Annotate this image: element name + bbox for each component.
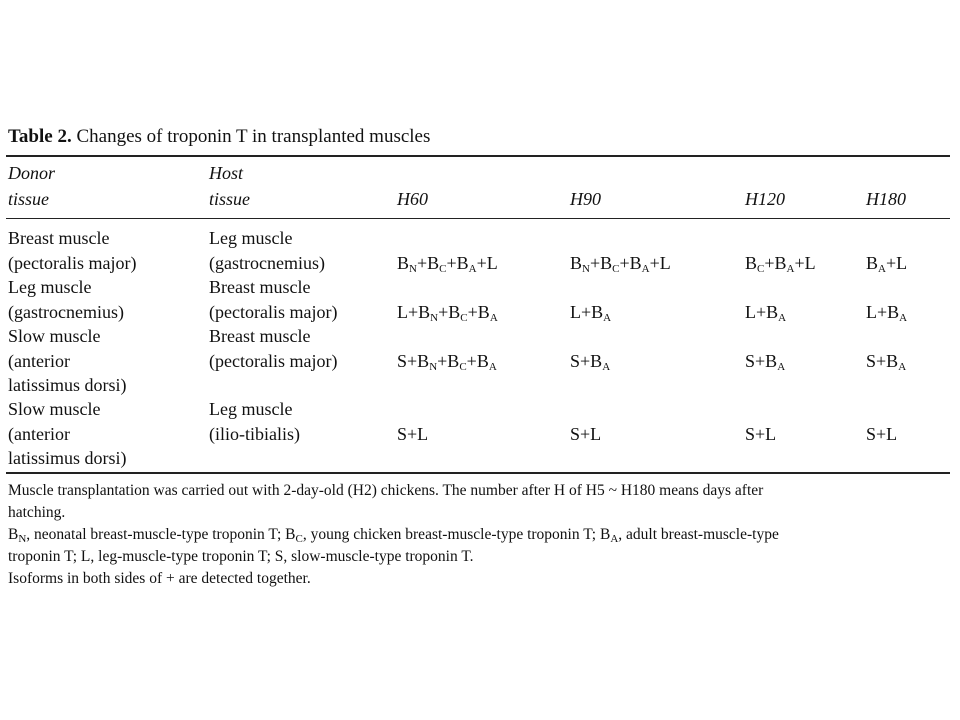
h60-cell: S+L	[397, 423, 429, 444]
donor-tissue-cell: Breast muscle	[8, 228, 110, 248]
h60-cell: $S+B_N+B_C+B_A$	[397, 350, 497, 373]
donor-tissue-cell: Slow muscle	[8, 399, 101, 419]
table-number: Table 2.	[8, 126, 72, 147]
header-host-line2: tissue	[209, 189, 251, 209]
donor-tissue-cell: (pectoralis major)	[8, 252, 137, 273]
header-donor-line1: Donor	[8, 163, 56, 183]
h90-cell: $S+B_A$	[570, 350, 611, 373]
h120-cell: S+L	[745, 423, 777, 444]
footnote-line: hatching.	[8, 504, 66, 521]
h90-cell: $B_N+B_C+B_A+L$	[570, 252, 671, 275]
h120-cell: $L+B_A$	[745, 301, 787, 324]
footnote-line: $B_N$, neonatal breast-muscle-type troponin T; $B_C$, young chicken breast-muscle-type troponin T; $B_A$, adult breast-muscle-type	[8, 526, 779, 545]
donor-tissue-cell: Slow muscle	[8, 326, 101, 346]
h120-cell: $B_C+B_A+L$	[745, 252, 816, 275]
donor-tissue-cell: Leg muscle	[8, 277, 92, 297]
donor-tissue-cell: (gastrocnemius)	[8, 301, 124, 322]
h180-cell: $L+B_A$	[866, 301, 908, 324]
table-bottom-rule	[6, 472, 950, 474]
host-tissue-cell: (pectoralis major)	[209, 350, 338, 371]
host-tissue-cell: Breast muscle	[209, 277, 311, 297]
h180-cell: $B_A+L$	[866, 252, 908, 275]
table-top-rule	[6, 155, 950, 157]
header-h180: H180	[866, 189, 906, 209]
table-title: Changes of troponin T in transplanted muscles	[76, 126, 431, 147]
host-tissue-cell: Leg muscle	[209, 228, 293, 248]
host-tissue-cell: Breast muscle	[209, 326, 311, 346]
header-host-line1: Host	[209, 163, 244, 183]
header-h120: H120	[745, 189, 785, 209]
donor-tissue-cell: latissimus dorsi)	[8, 375, 127, 395]
footnote-line: troponin T; L, leg-muscle-type troponin T; S, slow-muscle-type troponin T.	[8, 548, 474, 565]
host-tissue-cell: Leg muscle	[209, 399, 293, 419]
host-tissue-cell: (ilio-tibialis)	[209, 423, 300, 444]
host-tissue-cell: (pectoralis major)	[209, 301, 338, 322]
footnote-line: Isoforms in both sides of + are detected together.	[8, 570, 311, 587]
h180-cell: $S+B_A$	[866, 350, 907, 373]
host-tissue-cell: (gastrocnemius)	[209, 252, 325, 273]
header-donor-line2: tissue	[8, 189, 50, 209]
header-h90: H90	[570, 189, 601, 209]
h90-cell: $L+B_A$	[570, 301, 612, 324]
table-header-rule	[6, 218, 950, 219]
footnote-line: Muscle transplantation was carried out with 2-day-old (H2) chickens. The number after H of H5 ~ H180 means days after	[8, 482, 764, 499]
donor-tissue-cell: (anterior	[8, 350, 70, 371]
h120-cell: $S+B_A$	[745, 350, 786, 373]
table-caption	[8, 126, 430, 148]
header-h60: H60	[397, 189, 428, 209]
donor-tissue-cell: (anterior	[8, 423, 70, 444]
h90-cell: S+L	[570, 423, 602, 444]
donor-tissue-cell: latissimus dorsi)	[8, 448, 127, 468]
h180-cell: S+L	[866, 423, 898, 444]
h60-cell: $L+B_N+B_C+B_A$	[397, 301, 498, 324]
h60-cell: $B_N+B_C+B_A+L$	[397, 252, 498, 275]
